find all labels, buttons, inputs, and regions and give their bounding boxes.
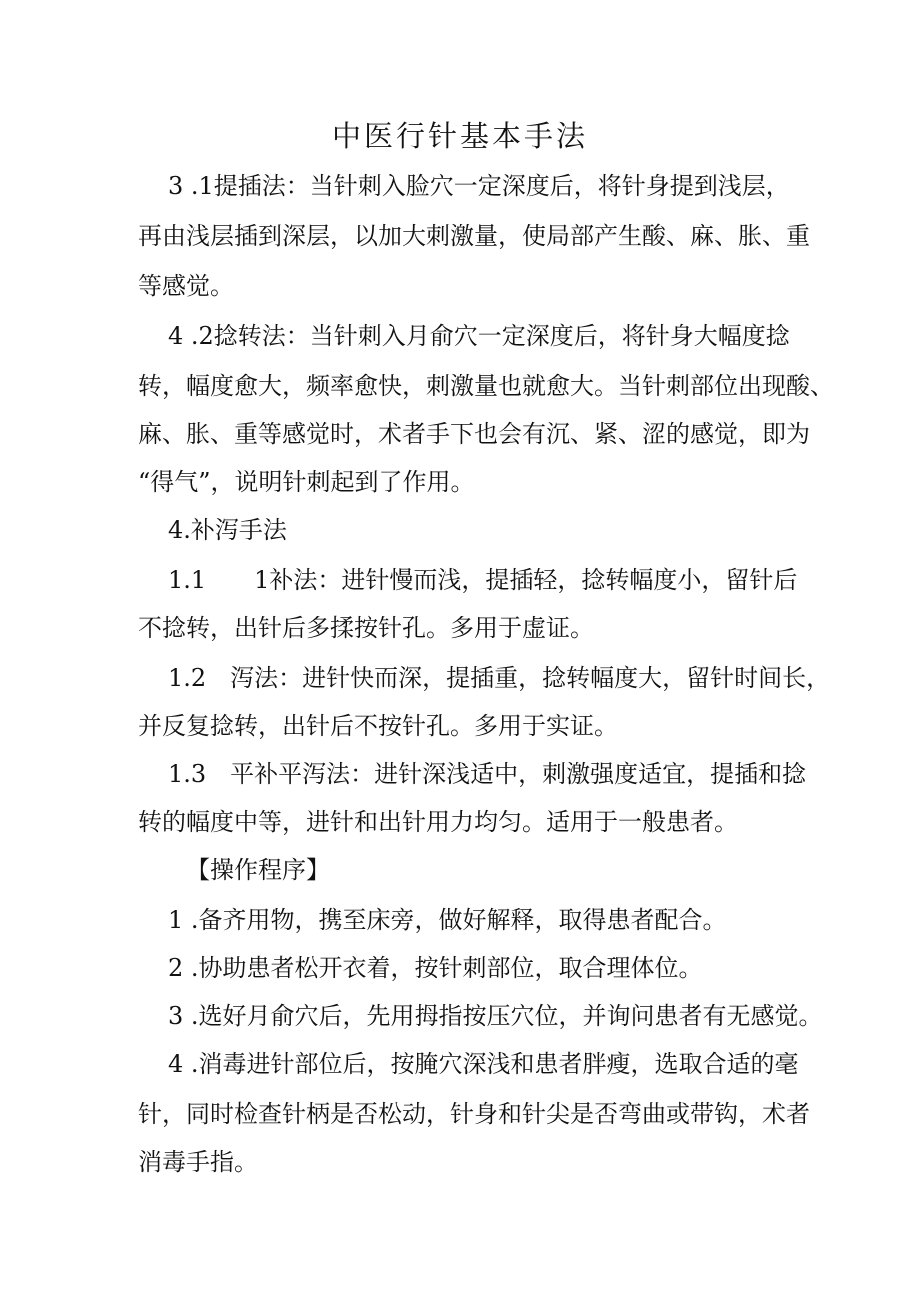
paragraph-line: 1.1 1补法：进针慢而浅，提插轻，捻转幅度小，留针后: [168, 566, 798, 594]
list-item: 3 .选好月俞穴后，先用拇指按压穴位，并询问患者有无感觉。: [168, 1002, 823, 1030]
section-heading: 【操作程序】: [186, 856, 330, 884]
paragraph-line: 再由浅层插到深层，以加大刺激量，使局部产生酸、麻、胀、重: [138, 222, 810, 250]
paragraph-line: 转的幅度中等，进针和出针用力均匀。适用于一般患者。: [138, 808, 738, 836]
paragraph-line: “得气”，说明针刺起到了作用。: [138, 468, 475, 496]
paragraph-line: 等感觉。: [138, 272, 234, 300]
paragraph-line: 3 .1提插法：当针刺入脸穴一定深度后，将针身提到浅层，: [168, 172, 790, 200]
paragraph-line: 消毒手指。: [138, 1148, 258, 1176]
paragraph-line: 1.3 平补平泻法：进针深浅适中，刺激强度适宜，提插和捻: [168, 760, 807, 788]
section-heading: 4.补泻手法: [168, 516, 287, 544]
paragraph-line: 不捻转，出针后多揉按针孔。多用于虚证。: [138, 614, 594, 642]
document-title: 中医行针基本手法: [331, 119, 588, 153]
list-item: 1 .备齐用物，携至床旁，做好解释，取得患者配合。: [168, 906, 727, 934]
list-item: 4 .消毒进针部位后，按腌穴深浅和患者胖瘦，选取合适的毫: [168, 1050, 799, 1078]
paragraph-line: 针，同时检查针柄是否松动，针身和针尖是否弯曲或带钩，术者: [138, 1100, 810, 1128]
paragraph-line: 4 .2捻转法：当针刺入月俞穴一定深度后，将针身大幅度捻: [168, 322, 790, 350]
paragraph-line: 1.2 泻法：进针快而深，提插重，捻转幅度大，留针时间长，: [168, 664, 831, 692]
paragraph-line: 并反复捻转，出针后不按针孔。多用于实证。: [138, 712, 618, 740]
paragraph-line: 麻、胀、重等感觉时，术者手下也会有沉、紧、涩的感觉，即为: [138, 420, 810, 448]
list-item: 2 .协助患者松开衣着，按针刺部位，取合理体位。: [168, 954, 703, 982]
paragraph-line: 转，幅度愈大，频率愈快，刺激量也就愈大。当针刺部位出现酸、: [138, 372, 834, 400]
